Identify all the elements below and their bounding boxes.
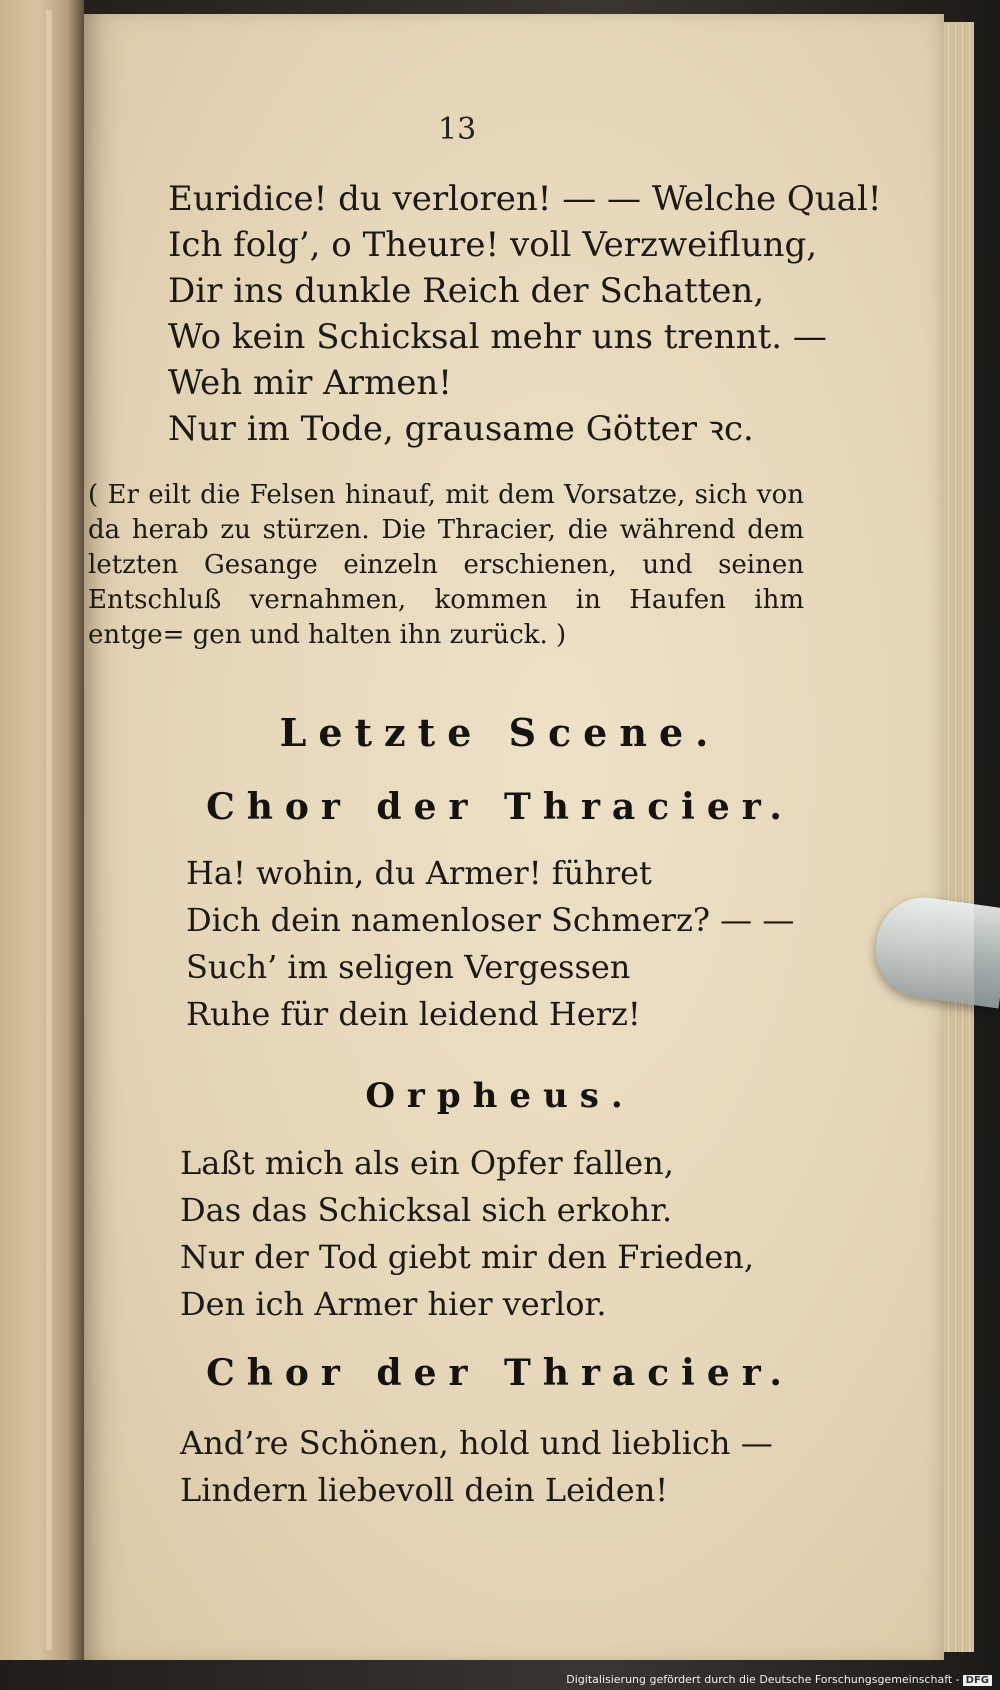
verse-block-orpheus-lament [168, 176, 882, 452]
verse-line: Such’ im seligen Vergessen [186, 948, 631, 986]
scene-heading: Letzte Scene. [279, 710, 721, 755]
stanza-chor-1 [186, 850, 794, 1038]
speaker-heading-chor: Chor der Thracier. [206, 786, 794, 828]
verse-line: Nur der Tod giebt mir den Frieden, [180, 1238, 755, 1276]
verse-line: Das das Schicksal sich erkohr. [180, 1191, 673, 1229]
verse-line: Nur im Tode, grausame Götter ꝛc. [168, 409, 754, 449]
verse-line: And’re Schönen, hold und lieblich — [180, 1424, 773, 1462]
page-stack-edges [944, 22, 974, 1652]
stanza-chor-2 [180, 1420, 773, 1514]
dfg-logo: DFG [963, 1675, 992, 1686]
digitization-footer [566, 1673, 992, 1686]
footer-text: Digitalisierung gefördert durch die Deutsche Forschungsgemeinschaft - [566, 1673, 960, 1686]
facing-page-edge [0, 0, 84, 1660]
verse-line: Ich folg’, o Theure! voll Verzweiflung, [168, 225, 818, 265]
stage-direction: ( Er eilt die Felsen hinauf, mit dem Vorsatze, sich von da herab zu stürzen. Die Thracier, die während dem letzten Gesange einzeln erschienen, und seinen Entschluß vernahmen, kommen in Haufen ihm entge= gen und halten ihn zurück. ) [88, 480, 804, 650]
verse-line: Den ich Armer hier verlor. [180, 1285, 607, 1323]
verse-line: Laßt mich als ein Opfer fallen, [180, 1144, 674, 1182]
stanza-orpheus [180, 1140, 754, 1328]
facing-page-fold [46, 10, 52, 1650]
speaker-heading-chor: Chor der Thracier. [206, 1352, 794, 1394]
speaker-heading-orpheus: Orpheus. [365, 1076, 635, 1116]
verse-line: Wo kein Schicksal mehr uns trennt. — [168, 317, 827, 357]
verse-line: Weh mir Armen! [168, 363, 452, 403]
verse-line: Euridice! du verloren! — — Welche Qual! [168, 179, 882, 219]
verse-line: Dir ins dunkle Reich der Schatten, [168, 271, 765, 311]
verse-line: Lindern liebevoll dein Leiden! [180, 1471, 669, 1509]
verse-line: Dich dein namenloser Schmerz? — — [186, 901, 795, 939]
verse-line: Ruhe für dein leidend Herz! [186, 995, 641, 1033]
page-number: 13 [438, 112, 477, 147]
verse-line: Ha! wohin, du Armer! führet [186, 854, 652, 892]
